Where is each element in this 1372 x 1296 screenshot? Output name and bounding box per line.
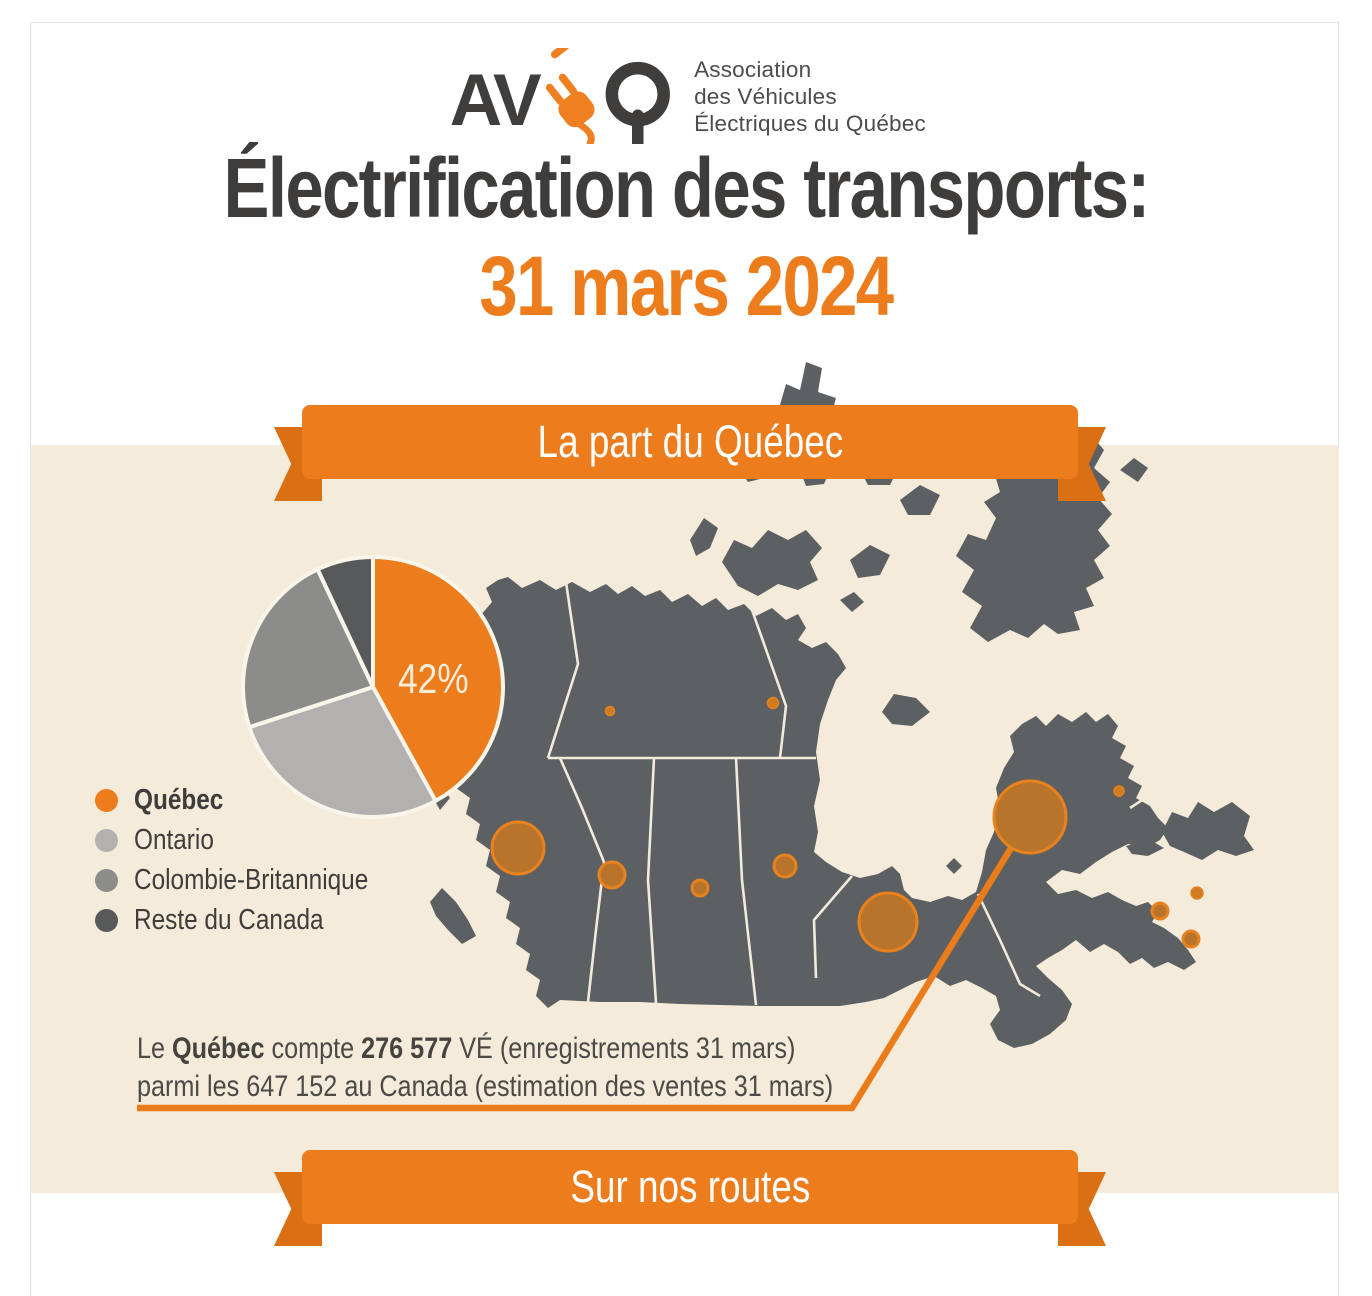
stat-text: [137, 1030, 1372, 1106]
ev-bubble-île-du-prince-édouard: [1191, 887, 1203, 899]
ev-bubble-terre-neuve-et-labrador: [1114, 786, 1124, 796]
org-line-3: Électriques du Québec: [694, 110, 926, 136]
ev-bubble-colombie-britannique: [492, 822, 544, 874]
legend-item-ontario: Ontario: [95, 820, 413, 860]
main-title: Électrification des transports:: [223, 141, 1149, 235]
legend-item-reste-du-canada: Reste du Canada: [95, 900, 413, 940]
pie-legend: [95, 780, 413, 940]
banner-on-our-roads-label: Sur nos routes: [570, 1161, 810, 1212]
ev-bubble-alberta: [599, 862, 625, 888]
plug-icon: [541, 48, 599, 144]
aveq-logo-icon: [446, 48, 674, 144]
legend-dot-colombie-britannique: [95, 869, 118, 892]
ev-bubble-manitoba: [774, 855, 796, 877]
ev-bubble-saskatchewan: [692, 880, 708, 896]
ev-bubble-territoires-du-nord-ouest: [768, 698, 779, 709]
svg-text:AV: AV: [449, 59, 538, 141]
org-line-2: des Véhicules: [694, 83, 837, 109]
stat-line-2: parmi les 647 152 au Canada (estimation des ventes 31 mars): [137, 1070, 834, 1103]
ribbon-band: [302, 405, 1078, 479]
banner-quebec-share: [302, 405, 1078, 479]
legend-dot-quebec: [95, 789, 118, 812]
pie-center-label: 42%: [398, 655, 469, 702]
ev-bubble-québec: [994, 781, 1066, 853]
ev-bubble-yukon: [606, 707, 615, 716]
legend-dot-reste-du-canada: [95, 909, 118, 932]
date-title: 31 mars 2024: [479, 239, 893, 333]
org-line-1: Association: [694, 56, 812, 82]
banner-quebec-share-label: La part du Québec: [537, 416, 843, 467]
power-q-icon: [612, 68, 664, 144]
legend-dot-ontario: [95, 829, 118, 852]
ev-bubble-ontario: [859, 893, 917, 951]
banner-on-our-roads: [302, 1150, 1078, 1224]
header: [0, 48, 1372, 144]
legend-item-quebec: Québec: [95, 780, 413, 820]
legend-item-colombie-britannique: Colombie-Britannique: [95, 860, 413, 900]
stat-line-1: Le Québec compte 276 577 VÉ (enregistrements 31 mars): [137, 1032, 796, 1065]
ev-bubble-nouvelle-écosse: [1183, 931, 1199, 947]
ev-bubble-nouveau-brunswick: [1152, 903, 1168, 919]
org-name: [694, 56, 926, 137]
ribbon-band: [302, 1150, 1078, 1224]
